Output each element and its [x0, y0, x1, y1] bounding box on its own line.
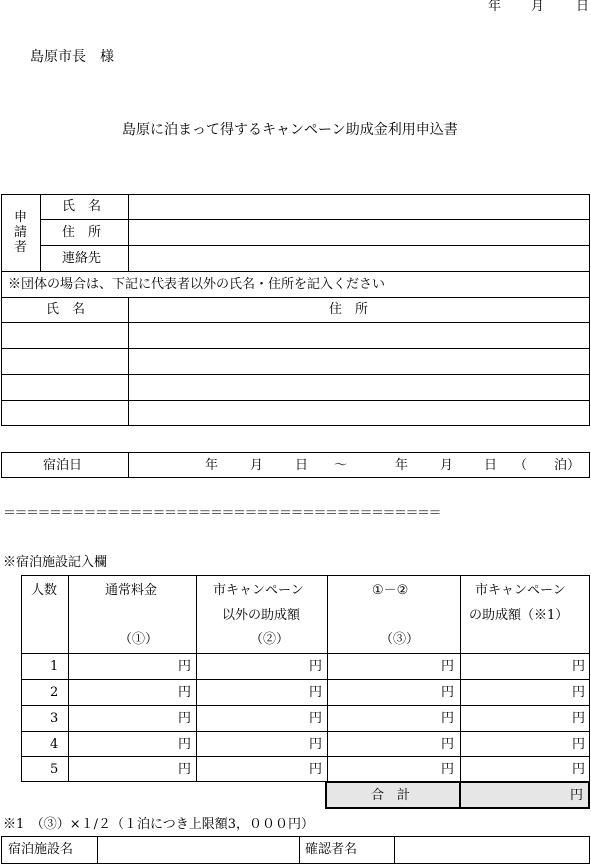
yen-unit: 円: [178, 737, 192, 752]
yen-unit: 円: [441, 685, 455, 700]
yen-unit: 円: [441, 659, 455, 674]
date-year-label: 年: [488, 0, 502, 14]
header-other-subsidy-mark: （②）: [250, 632, 290, 647]
yen-unit: 円: [178, 685, 192, 700]
stay-day-1: 日: [295, 458, 309, 473]
yen-unit: 円: [572, 685, 586, 700]
stay-nights: 泊）: [554, 458, 581, 473]
confirmation-row: [1, 836, 590, 864]
applicant-label-3: 者: [14, 240, 28, 255]
header-normal-fee: 通常料金: [105, 583, 158, 598]
row-number: 4: [50, 737, 59, 752]
row-number: 1: [50, 659, 59, 674]
yen-unit: 円: [441, 762, 455, 777]
applicant-label-2: 請: [14, 225, 28, 240]
applicant-address-label: 住 所: [62, 225, 102, 240]
addressee: 島原市長 様: [30, 49, 114, 65]
yen-unit: 円: [309, 711, 323, 726]
facility-name-label: 宿泊施設名: [8, 842, 74, 857]
total-yen: 円: [570, 788, 584, 803]
applicant-contact-label: 連絡先: [62, 251, 102, 266]
total-row: [325, 781, 590, 809]
yen-unit: 円: [572, 762, 586, 777]
stay-month-2: 月: [440, 458, 454, 473]
checker-name-label: 確認者名: [305, 842, 358, 857]
yen-unit: 円: [572, 711, 586, 726]
date-month-label: 月: [531, 0, 545, 14]
yen-unit: 円: [178, 762, 192, 777]
yen-unit: 円: [309, 685, 323, 700]
header-other-subsidy-2: 以外の助成額: [222, 608, 301, 623]
yen-unit: 円: [441, 737, 455, 752]
yen-unit: 円: [572, 737, 586, 752]
header-city-subsidy-1: 市キャンペーン: [475, 583, 566, 598]
stay-month-1: 月: [250, 458, 264, 473]
stay-paren-open: （: [514, 458, 528, 473]
total-label: 合 計: [371, 788, 411, 803]
stay-year-1: 年: [205, 458, 219, 473]
applicant-label-1: 申: [14, 210, 28, 225]
date-day-label: 日: [576, 0, 590, 14]
row-number: 2: [50, 685, 59, 700]
yen-unit: 円: [309, 737, 323, 752]
yen-unit: 円: [309, 762, 323, 777]
form-title: 島原に泊まって得するキャンペーン助成金利用申込書: [122, 122, 458, 138]
yen-unit: 円: [441, 711, 455, 726]
yen-unit: 円: [178, 711, 192, 726]
stay-date-label: 宿泊日: [43, 458, 83, 473]
footnote: ※1 （③）×１/２（１泊につき上限額3，０００円）: [3, 817, 315, 832]
facility-heading: ※宿泊施設記入欄: [3, 555, 108, 570]
members-name-header: 氏 名: [46, 302, 86, 317]
group-note: ※団体の場合は、下記に代表者以外の氏名・住所を記入ください: [8, 277, 386, 292]
header-count: 人数: [31, 583, 58, 598]
separator-line: ＝＝＝＝＝＝＝＝＝＝＝＝＝＝＝＝＝＝＝＝＝＝＝＝＝＝＝＝＝＝＝＝＝＝＝＝＝＝: [3, 507, 441, 520]
header-normal-fee-mark: （①）: [119, 632, 159, 647]
stay-day-2: 日: [484, 458, 498, 473]
stay-year-2: 年: [395, 458, 409, 473]
applicant-name-label: 氏 名: [62, 199, 102, 214]
yen-unit: 円: [309, 659, 323, 674]
yen-unit: 円: [178, 659, 192, 674]
row-number: 5: [50, 762, 59, 777]
row-number: 3: [50, 711, 59, 726]
stay-tilde: ～: [334, 458, 348, 473]
header-difference: ①－②: [372, 583, 409, 598]
header-city-subsidy-2: の助成額（※1）: [469, 608, 569, 623]
yen-unit: 円: [572, 659, 586, 674]
members-address-header: 住 所: [329, 302, 369, 317]
header-other-subsidy-1: 市キャンペーン: [213, 583, 304, 598]
header-difference-mark: （③）: [380, 632, 420, 647]
